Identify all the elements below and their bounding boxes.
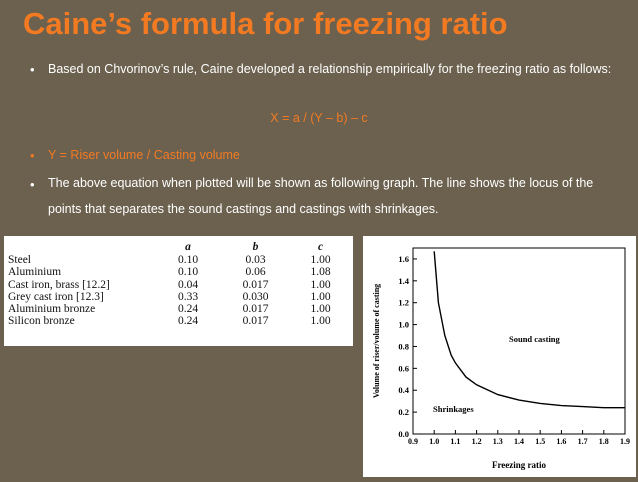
table-cell: Aluminium bronze	[8, 303, 96, 316]
y-tick-label: 0.0	[398, 429, 409, 439]
table-cell: 1.00	[310, 303, 331, 316]
y-tick-label: 1.6	[398, 253, 409, 264]
x-axis-label: Freezing ratio	[491, 460, 547, 470]
x-tick-label: 1.2	[471, 437, 482, 446]
table-body	[8, 254, 348, 328]
bullet-marker-1: •	[30, 62, 35, 77]
freezing-ratio-chart	[363, 236, 636, 477]
table-cell: Grey cast iron [12.3]	[8, 290, 104, 303]
table-row	[8, 254, 348, 266]
y-tick-label: 1.2	[398, 297, 409, 308]
table-row	[8, 279, 348, 291]
table-cell: 0.017	[242, 303, 269, 316]
table-header-cell: c	[317, 240, 324, 253]
table-cell: 0.24	[177, 315, 199, 328]
table-header-row	[8, 240, 348, 254]
x-tick-label: 1.0	[429, 437, 440, 446]
table-row	[8, 291, 348, 303]
bullet-text-3: The above equation when plotted will be shown as following graph. The line shows the locus of the points that separates the sound castings and castings with shrinkages.	[48, 176, 594, 216]
x-tick-label: 1.1	[450, 437, 461, 446]
table-cell: 1.00	[310, 315, 331, 328]
y-axis-label: Volume of riser/volume of casting	[372, 283, 381, 399]
y-tick-label: 0.4	[398, 385, 409, 396]
x-tick-label: 1.3	[492, 437, 503, 446]
bullet-text-1: Based on Chvorinov’s rule, Caine developed a relationship empirically for the freezing ratio as follows:	[48, 62, 612, 76]
y-tick-label: 1.0	[398, 319, 409, 330]
bullet-marker-2: •	[30, 148, 35, 163]
x-tick-label: 1.7	[577, 437, 588, 446]
y-tick-label: 0.8	[398, 341, 409, 352]
table-cell: 1.08	[310, 266, 331, 279]
table-cell: 1.00	[310, 278, 331, 291]
annotation-shrinkages: Shrinkages	[433, 404, 474, 414]
x-tick-label: 1.8	[598, 437, 609, 446]
y-tick-label: 1.4	[398, 275, 409, 286]
bullet-text-2: Y = Riser volume / Casting volume	[48, 148, 240, 162]
x-tick-label: 1.5	[535, 437, 546, 446]
table-cell: 0.030	[242, 290, 269, 303]
equation: X = a / (Y – b) – c	[270, 111, 368, 125]
x-tick-label: 1.4	[514, 437, 524, 446]
table-header-cell: a	[185, 240, 191, 253]
table-row	[8, 315, 348, 327]
table-cell: Cast iron, brass [12.2]	[8, 278, 110, 291]
table-row	[8, 303, 348, 315]
table-cell: 1.00	[310, 290, 331, 303]
table-cell: 0.03	[245, 254, 266, 266]
y-tick-label: 0.2	[398, 407, 409, 418]
annotation-sound-casting: Sound casting	[509, 334, 560, 344]
table-cell: 1.00	[310, 254, 331, 266]
table-cell: Steel	[8, 254, 31, 266]
constants-table	[8, 240, 348, 328]
table-cell: 0.10	[177, 266, 199, 279]
constants-table-panel	[4, 236, 353, 346]
table-cell: 0.017	[242, 278, 269, 291]
slide-title: Caine’s formula for freezing ratio	[23, 6, 508, 41]
table-cell: 0.10	[177, 254, 199, 266]
table-cell: 0.33	[177, 290, 199, 303]
freezing-ratio-graph-panel	[363, 236, 636, 477]
x-tick-label: 1.6	[556, 437, 567, 446]
table-cell: 0.04	[177, 278, 199, 291]
table-cell: 0.017	[242, 315, 269, 328]
table-cell: Silicon bronze	[8, 315, 75, 328]
table-cell: Aluminium	[8, 266, 62, 279]
x-tick-label: 0.9	[408, 437, 418, 446]
x-tick-label: 1.9	[620, 437, 630, 446]
table-header-cell	[8, 240, 158, 254]
locus-curve	[434, 251, 625, 407]
table-row	[8, 266, 348, 278]
y-tick-label: 0.6	[398, 363, 409, 374]
table-cell: 0.24	[177, 303, 199, 316]
table-cell: 0.06	[245, 266, 266, 279]
table-header-cell: b	[252, 240, 259, 253]
bullet-marker-3: •	[30, 177, 35, 192]
